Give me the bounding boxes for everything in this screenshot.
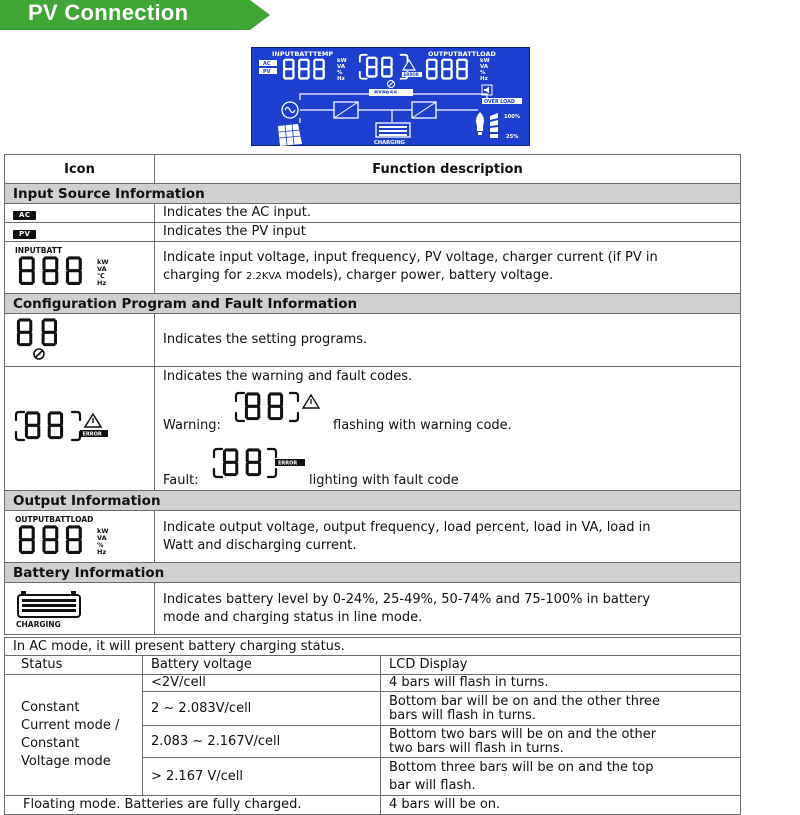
svg-text:OUTPUTBATTLOAD: OUTPUTBATTLOAD — [15, 514, 94, 524]
outputbattload-digits-icon — [13, 513, 143, 557]
fault-digits-icon — [211, 445, 307, 483]
ac-mode-intro: In AC mode, it will present battery charging status. — [5, 638, 741, 656]
section-input-source: Input Source Information — [5, 184, 741, 204]
pv-icon-cell — [5, 223, 155, 242]
svg-text:VA: VA — [97, 264, 107, 273]
warning-text: flashing with warning code. — [333, 418, 512, 433]
lcd-pv-text: PV — [263, 69, 271, 75]
svg-text:VA: VA — [97, 533, 107, 542]
lcd-load-bulb-icon — [476, 112, 484, 135]
section-banner — [0, 0, 272, 30]
icon-function-table — [4, 154, 741, 635]
pv-badge: PV — [13, 230, 36, 239]
setting-icon-cell — [5, 314, 155, 367]
lcd-error-text: ERROR — [403, 72, 419, 78]
warning-flash-digits-icon — [233, 389, 325, 427]
fault-label: Fault: — [163, 473, 199, 488]
col-status: Status — [5, 656, 143, 675]
svg-text:%: % — [97, 540, 104, 549]
lcd-ac-text: AC — [263, 61, 271, 67]
inputbatt-desc-line1: Indicate input voltage, input frequency, PV voltage, charger current (if PV in — [163, 250, 658, 265]
inputbatt-icon-cell — [5, 242, 155, 294]
battery-icon-cell — [5, 583, 155, 635]
svg-text:%: % — [337, 70, 343, 76]
svg-text:%: % — [480, 70, 486, 76]
battery-charging-icon — [13, 585, 93, 629]
warning-label: Warning: — [163, 418, 221, 433]
lcd-mid-digits — [367, 58, 391, 77]
lcd-solar-panel-icon — [278, 124, 302, 146]
inputbatt-description — [155, 242, 741, 294]
fault-text: lighting with fault code — [309, 473, 459, 488]
lcd-label-input: INPUTBATTTEMP — [272, 50, 334, 58]
col-lcd-display: LCD Display — [381, 656, 741, 675]
lcd-warning-icon — [403, 60, 415, 70]
output-description — [155, 511, 741, 563]
warning-description-cell — [155, 367, 741, 491]
inputbatt-digits-icon — [13, 244, 143, 288]
svg-text:Hz: Hz — [97, 547, 107, 556]
lcd-row-1: 4 bars will flash in turns. — [381, 675, 741, 692]
section-output: Output Information — [5, 491, 741, 511]
svg-text:ERROR: ERROR — [278, 460, 298, 467]
constant-mode-status: Constant Current mode / Constant Voltage mode — [5, 675, 143, 796]
lcd-bypass-text: BYPASS — [374, 90, 398, 97]
voltage-row-1: <2V/cell — [143, 675, 381, 692]
banner-title: PV Connection — [28, 0, 189, 25]
svg-text:INPUTBATT: INPUTBATT — [15, 245, 63, 255]
output-desc-line1: Indicate output voltage, output frequency, load percent, load in VA, load in — [163, 519, 651, 535]
battery-desc-line2: mode and charging status in line mode. — [163, 609, 423, 625]
lcd-load-bars — [490, 113, 498, 138]
lcd-row-2: Bottom bar will be on and the other three bars will flash in turns. — [381, 692, 741, 726]
floating-mode-status: Floating mode. Batteries are fully charged. — [5, 796, 381, 815]
svg-text:VA: VA — [480, 64, 489, 70]
battery-description — [155, 583, 741, 635]
svg-text:CHARGING: CHARGING — [16, 619, 61, 629]
ac-description: Indicates the AC input. — [155, 204, 741, 223]
lcd-right-units — [480, 58, 490, 82]
charging-status-table — [4, 637, 741, 815]
output-desc-line2: Watt and discharging current. — [163, 537, 357, 553]
lcd-charging-text: CHARGING — [374, 140, 405, 146]
header-function-description: Function description — [155, 155, 741, 184]
lcd-flow-lines — [300, 94, 487, 123]
lcd-pct-100: 100% — [504, 114, 521, 120]
pv-description: Indicates the PV input — [155, 223, 741, 242]
ac-badge: AC — [13, 211, 36, 220]
svg-text:ERROR: ERROR — [82, 431, 102, 437]
svg-text:kW: kW — [97, 257, 109, 266]
header-icon: Icon — [5, 155, 155, 184]
col-battery-voltage: Battery voltage — [143, 656, 381, 675]
lcd-overload-text: OVER LOAD — [484, 99, 515, 105]
svg-text:kW: kW — [97, 526, 109, 535]
voltage-row-3: 2.083 ~ 2.167V/cell — [143, 726, 381, 758]
ac-icon-cell — [5, 204, 155, 223]
floating-mode-lcd: 4 bars will be on. — [381, 796, 741, 815]
lcd-battery-icon — [376, 123, 410, 137]
lcd-panel — [251, 47, 530, 146]
lcd-left-digits — [284, 60, 324, 79]
lcd-label-output: OUTPUTBATTLOAD — [428, 50, 496, 58]
setting-description: Indicates the setting programs. — [155, 314, 741, 367]
svg-text:VA: VA — [337, 64, 346, 70]
svg-text:℃: ℃ — [97, 271, 105, 280]
svg-text:Hz: Hz — [480, 76, 488, 82]
voltage-row-4: > 2.167 V/cell — [143, 758, 381, 796]
warning-error-digits-icon — [13, 407, 113, 447]
lcd-pct-25: 25% — [506, 134, 519, 140]
lcd-row-4: Bottom three bars will be on and the top bar will flash. — [381, 758, 741, 796]
outputbattload-icon-cell — [5, 511, 155, 563]
lcd-row-3: Bottom two bars will be on and the other two bars will flash in turns. — [381, 726, 741, 758]
svg-text:kW: kW — [480, 58, 490, 64]
voltage-row-2: 2 ~ 2.083V/cell — [143, 692, 381, 726]
section-config-fault: Configuration Program and Fault Information — [5, 294, 741, 314]
warning-title: Indicates the warning and fault codes. — [163, 369, 413, 384]
svg-text:Hz: Hz — [337, 76, 345, 82]
lcd-right-digits — [427, 60, 467, 79]
battery-desc-line1: Indicates battery level by 0-24%, 25-49%, 50-74% and 75-100% in battery — [163, 591, 651, 607]
svg-text:kW: kW — [337, 58, 347, 64]
setting-digits-icon — [13, 315, 73, 361]
svg-text:Hz: Hz — [97, 278, 107, 287]
inputbatt-desc-line2: charging for 2.2KVA models), charger power, battery voltage. — [163, 268, 554, 283]
section-battery: Battery Information — [5, 563, 741, 583]
lcd-left-units — [337, 58, 347, 82]
warning-icon-cell — [5, 367, 155, 491]
